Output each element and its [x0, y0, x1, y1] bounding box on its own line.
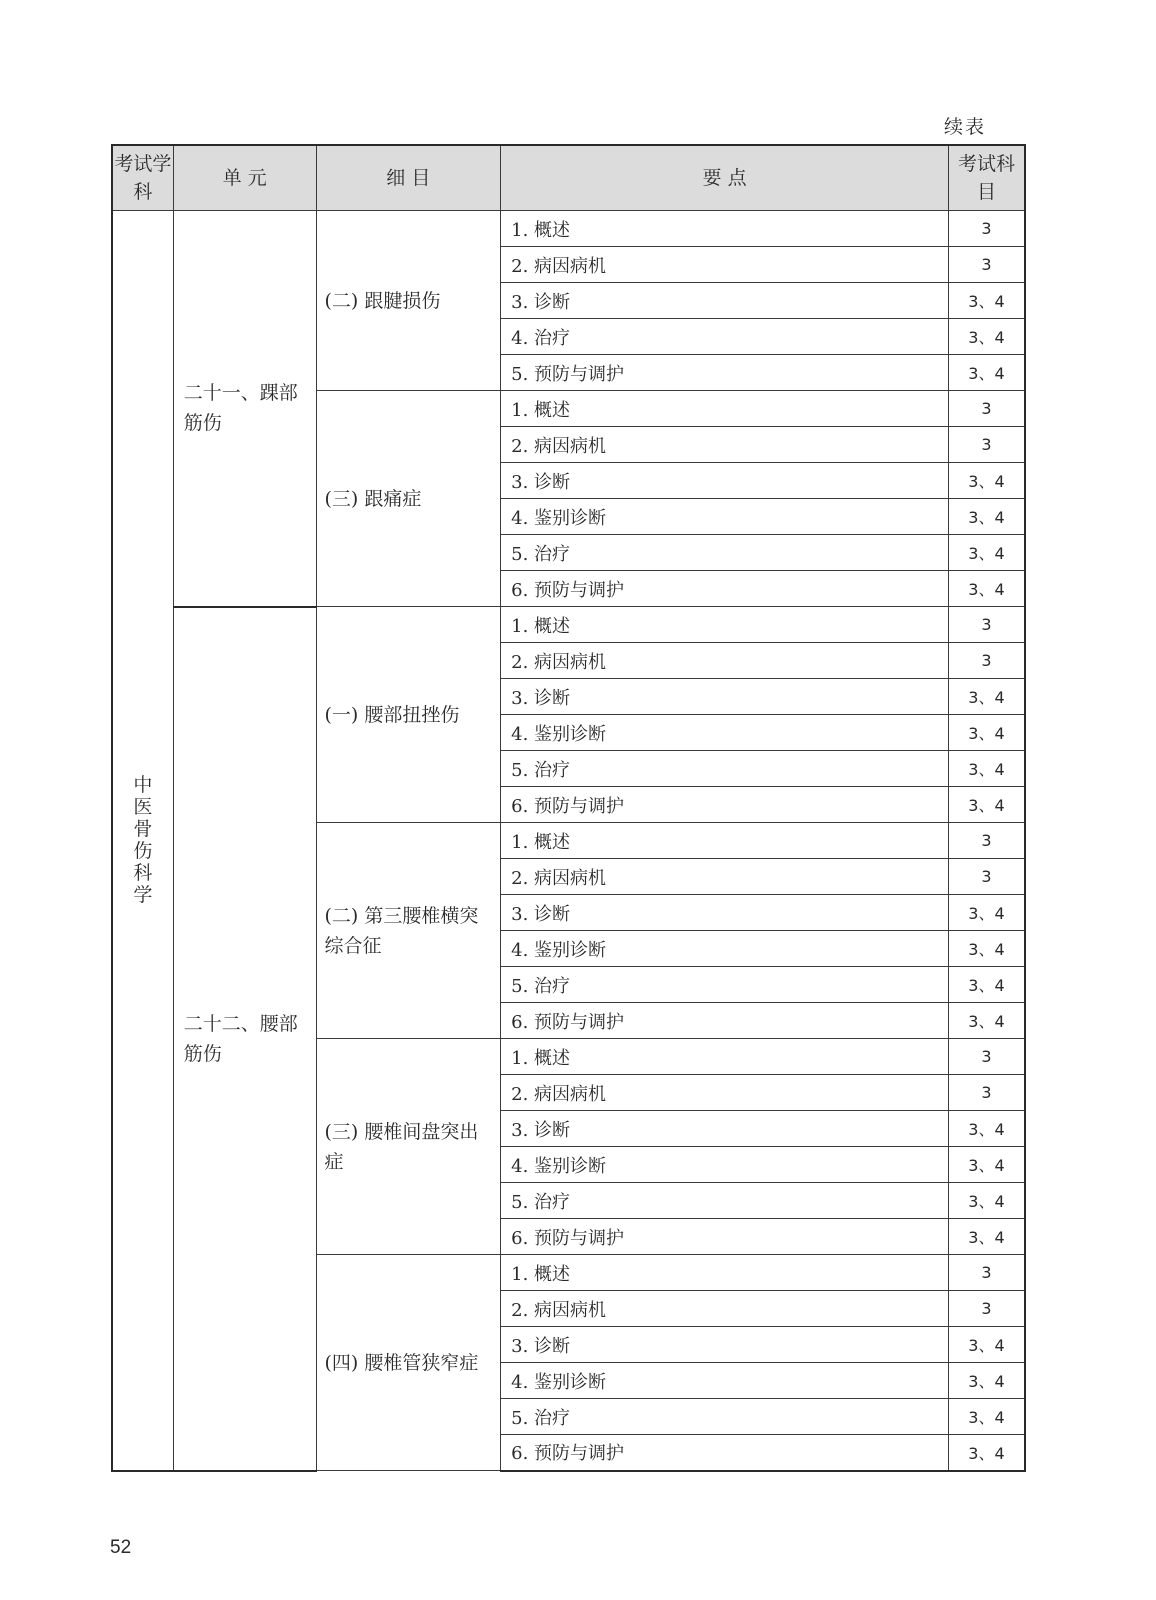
exam-cell: 3 — [948, 1255, 1025, 1291]
point-cell: 3. 诊断 — [501, 895, 949, 931]
point-cell: 6. 预防与调护 — [501, 1003, 949, 1039]
exam-syllabus-table — [111, 144, 1026, 1472]
exam-cell: 3、4 — [948, 499, 1025, 535]
point-cell: 3. 诊断 — [501, 463, 949, 499]
unit-cell: 二十一、踝部筋伤 — [173, 211, 316, 607]
point-cell: 2. 病因病机 — [501, 1075, 949, 1111]
point-cell: 6. 预防与调护 — [501, 1435, 949, 1471]
point-cell: 1. 概述 — [501, 1039, 949, 1075]
point-cell: 4. 鉴别诊断 — [501, 1147, 949, 1183]
exam-cell: 3 — [948, 1291, 1025, 1327]
subject-label: 中医骨伤科学 — [133, 774, 153, 907]
exam-cell: 3 — [948, 427, 1025, 463]
point-cell: 3. 诊断 — [501, 679, 949, 715]
exam-cell: 3 — [948, 607, 1025, 643]
exam-cell: 3、4 — [948, 787, 1025, 823]
detail-cell: (三) 跟痛症 — [316, 391, 501, 607]
exam-cell: 3、4 — [948, 715, 1025, 751]
exam-cell: 3 — [948, 391, 1025, 427]
point-cell: 1. 概述 — [501, 1255, 949, 1291]
exam-cell: 3、4 — [948, 319, 1025, 355]
detail-cell: (四) 腰椎管狭窄症 — [316, 1255, 501, 1471]
exam-cell: 3、4 — [948, 1147, 1025, 1183]
exam-cell: 3、4 — [948, 1399, 1025, 1435]
point-cell: 2. 病因病机 — [501, 427, 949, 463]
point-cell: 5. 治疗 — [501, 1183, 949, 1219]
point-cell: 3. 诊断 — [501, 1111, 949, 1147]
header-detail: 细 目 — [316, 145, 501, 211]
exam-cell: 3、4 — [948, 1183, 1025, 1219]
exam-cell: 3、4 — [948, 751, 1025, 787]
table-row — [112, 211, 1025, 247]
point-cell: 1. 概述 — [501, 607, 949, 643]
exam-cell: 3、4 — [948, 1003, 1025, 1039]
exam-cell: 3、4 — [948, 1327, 1025, 1363]
point-cell: 1. 概述 — [501, 823, 949, 859]
exam-cell: 3、4 — [948, 895, 1025, 931]
table-body — [112, 211, 1025, 1471]
point-cell: 2. 病因病机 — [501, 859, 949, 895]
point-cell: 4. 鉴别诊断 — [501, 931, 949, 967]
point-cell: 3. 诊断 — [501, 283, 949, 319]
exam-cell: 3、4 — [948, 571, 1025, 607]
point-cell: 6. 预防与调护 — [501, 1219, 949, 1255]
exam-cell: 3、4 — [948, 355, 1025, 391]
exam-cell: 3 — [948, 859, 1025, 895]
detail-cell: (一) 腰部扭挫伤 — [316, 607, 501, 823]
point-cell: 5. 治疗 — [501, 967, 949, 1003]
exam-cell: 3、4 — [948, 679, 1025, 715]
header-unit: 单 元 — [173, 145, 316, 211]
detail-cell: (二) 跟腱损伤 — [316, 211, 501, 391]
exam-cell: 3、4 — [948, 1219, 1025, 1255]
exam-cell: 3 — [948, 247, 1025, 283]
exam-cell: 3、4 — [948, 463, 1025, 499]
detail-cell: (二) 第三腰椎横突综合征 — [316, 823, 501, 1039]
header-point: 要 点 — [501, 145, 949, 211]
point-cell: 1. 概述 — [501, 391, 949, 427]
point-cell: 1. 概述 — [501, 211, 949, 247]
point-cell: 6. 预防与调护 — [501, 787, 949, 823]
point-cell: 4. 治疗 — [501, 319, 949, 355]
exam-cell: 3、4 — [948, 535, 1025, 571]
exam-cell: 3、4 — [948, 967, 1025, 1003]
unit-cell: 二十二、腰部筋伤 — [173, 607, 316, 1471]
exam-cell: 3 — [948, 823, 1025, 859]
continued-table-note: 续表 — [943, 116, 986, 138]
page-number: 52 — [110, 1537, 132, 1558]
exam-cell: 3 — [948, 1075, 1025, 1111]
exam-cell: 3、4 — [948, 1111, 1025, 1147]
point-cell: 2. 病因病机 — [501, 247, 949, 283]
header-subject: 考试学科 — [112, 145, 173, 211]
point-cell: 5. 治疗 — [501, 751, 949, 787]
header-exam: 考试科目 — [948, 145, 1025, 211]
subject-cell — [112, 211, 173, 1471]
point-cell: 4. 鉴别诊断 — [501, 1363, 949, 1399]
point-cell: 6. 预防与调护 — [501, 571, 949, 607]
exam-cell: 3 — [948, 643, 1025, 679]
exam-cell: 3 — [948, 1039, 1025, 1075]
table-row — [112, 607, 1025, 643]
point-cell: 2. 病因病机 — [501, 643, 949, 679]
point-cell: 5. 治疗 — [501, 535, 949, 571]
point-cell: 5. 预防与调护 — [501, 355, 949, 391]
point-cell: 4. 鉴别诊断 — [501, 715, 949, 751]
detail-cell: (三) 腰椎间盘突出症 — [316, 1039, 501, 1255]
point-cell: 2. 病因病机 — [501, 1291, 949, 1327]
point-cell: 5. 治疗 — [501, 1399, 949, 1435]
exam-cell: 3、4 — [948, 931, 1025, 967]
point-cell: 4. 鉴别诊断 — [501, 499, 949, 535]
exam-cell: 3、4 — [948, 1363, 1025, 1399]
exam-cell: 3 — [948, 211, 1025, 247]
exam-cell: 3、4 — [948, 1435, 1025, 1471]
exam-cell: 3、4 — [948, 283, 1025, 319]
table-header-row — [112, 145, 1025, 211]
point-cell: 3. 诊断 — [501, 1327, 949, 1363]
